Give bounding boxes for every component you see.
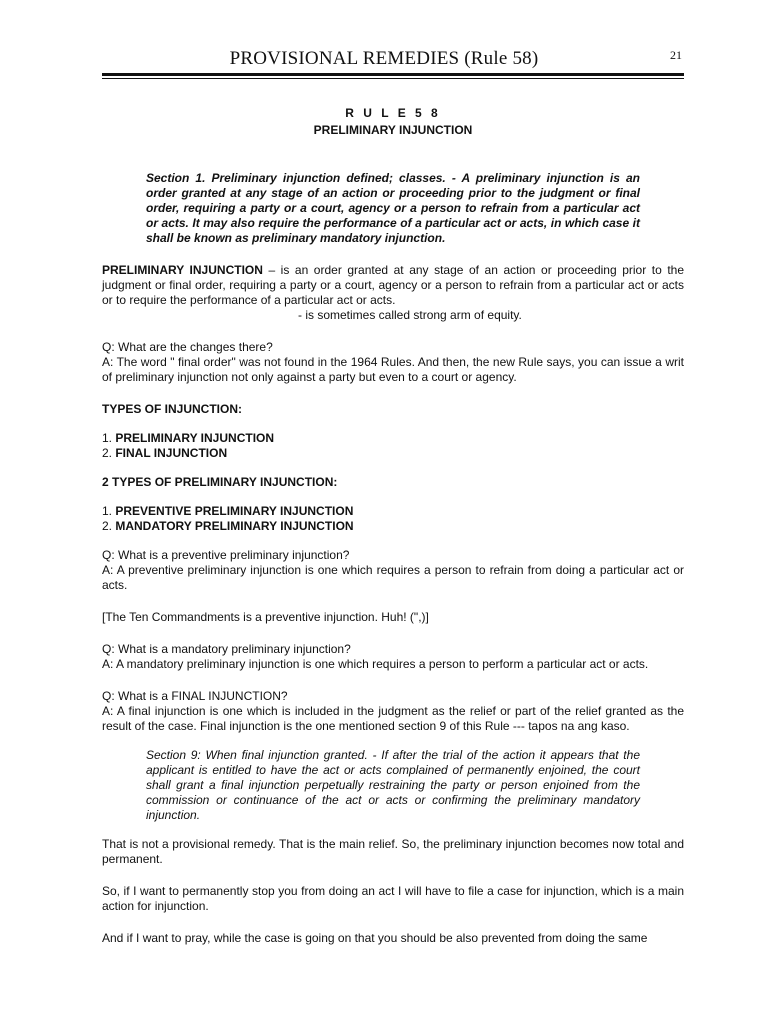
list-item: 2. MANDATORY PRELIMINARY INJUNCTION	[102, 519, 354, 533]
qa3-answer: A: A mandatory preliminary injunction is one which requires a person to perform a particular act or acts.	[102, 657, 649, 671]
body-paragraph-2: So, if I want to permanently stop you from doing an act I will have to file a case for injunction, which is a main action for injunction.	[102, 884, 684, 913]
rule-title: PRELIMINARY INJUNCTION	[313, 123, 473, 137]
rule-number: R U L E 5 8	[345, 106, 441, 120]
types-list	[102, 431, 684, 461]
qa4-answer: A: A final injunction is one which is included in the judgment as the relief or part of the relief granted as the result of the case. Final injunction is the one mentioned section 9 of this Rule --- tapos na ang kaso.	[102, 704, 684, 733]
qa1-answer: A: The word " final order" was not found in the 1964 Rules. And then, the new Rule says, you can issue a writ of preliminary injunction not only against a party but even to a court or agency.	[102, 355, 684, 384]
list-item: 1. PREVENTIVE PRELIMINARY INJUNCTION	[102, 504, 354, 518]
document-body	[102, 106, 684, 946]
qa2-answer: A: A preventive preliminary injunction is one which requires a person to refrain from doing a particular act or acts.	[102, 563, 684, 592]
definition-term: PRELIMINARY INJUNCTION	[102, 263, 263, 277]
page-number: 21	[670, 48, 682, 62]
list-item: 1. PRELIMINARY INJUNCTION	[102, 431, 275, 445]
list-item: 2. FINAL INJUNCTION	[102, 446, 228, 460]
definition-paragraph	[102, 263, 684, 308]
qa1-question: Q: What are the changes there?	[102, 340, 273, 354]
definition-note: - is sometimes called strong arm of equity.	[298, 308, 522, 322]
section-1-quote: Section 1. Preliminary injunction defined; classes. - A preliminary injunction is an order granted at any stage of an action or proceeding prior to the judgment or final order, requiring a party or a court, agency or a person to refrain from a particular act or acts. It may also require the performance of a particular act or acts, in which case it shall be known as preliminary mandatory injunction.	[146, 171, 640, 245]
header-rule-thin	[102, 78, 684, 79]
qa3-question: Q: What is a mandatory preliminary injunction?	[102, 642, 351, 656]
definition-text: – is an order granted at any stage of an action or proceeding prior to the judgment or final order, requiring a party or a court, agency or a person to refrain from a particular act or acts or to require the performance of a particular act or acts.	[102, 263, 684, 307]
types-heading: TYPES OF INJUNCTION:	[102, 402, 243, 416]
section-9-quote: Section 9: When final injunction granted. - If after the trial of the action it appears that the applicant is entitled to have the act or acts complained of permanently enjoined, the court shall grant a final injunction perpetually restraining the party or person enjoined from the commission or continuance of the act or acts or confirming the preliminary mandatory injunction.	[146, 748, 640, 822]
body-paragraph-1: That is not a provisional remedy. That is the main relief. So, the preliminary injunction becomes now total and permanent.	[102, 837, 684, 866]
prelim-types-heading: 2 TYPES OF PRELIMINARY INJUNCTION:	[102, 475, 338, 489]
qa4-question: Q: What is a FINAL INJUNCTION?	[102, 689, 288, 703]
prelim-types-list	[102, 504, 684, 534]
aside-note: [The Ten Commandments is a preventive injunction. Huh! (",)]	[102, 610, 429, 624]
body-paragraph-3: And if I want to pray, while the case is going on that you should be also prevented from doing the same	[102, 931, 648, 945]
qa2-question: Q: What is a preventive preliminary injunction?	[102, 548, 350, 562]
header-rule-thick	[102, 73, 684, 76]
running-header-title: PROVISIONAL REMEDIES (Rule 58)	[229, 48, 539, 69]
